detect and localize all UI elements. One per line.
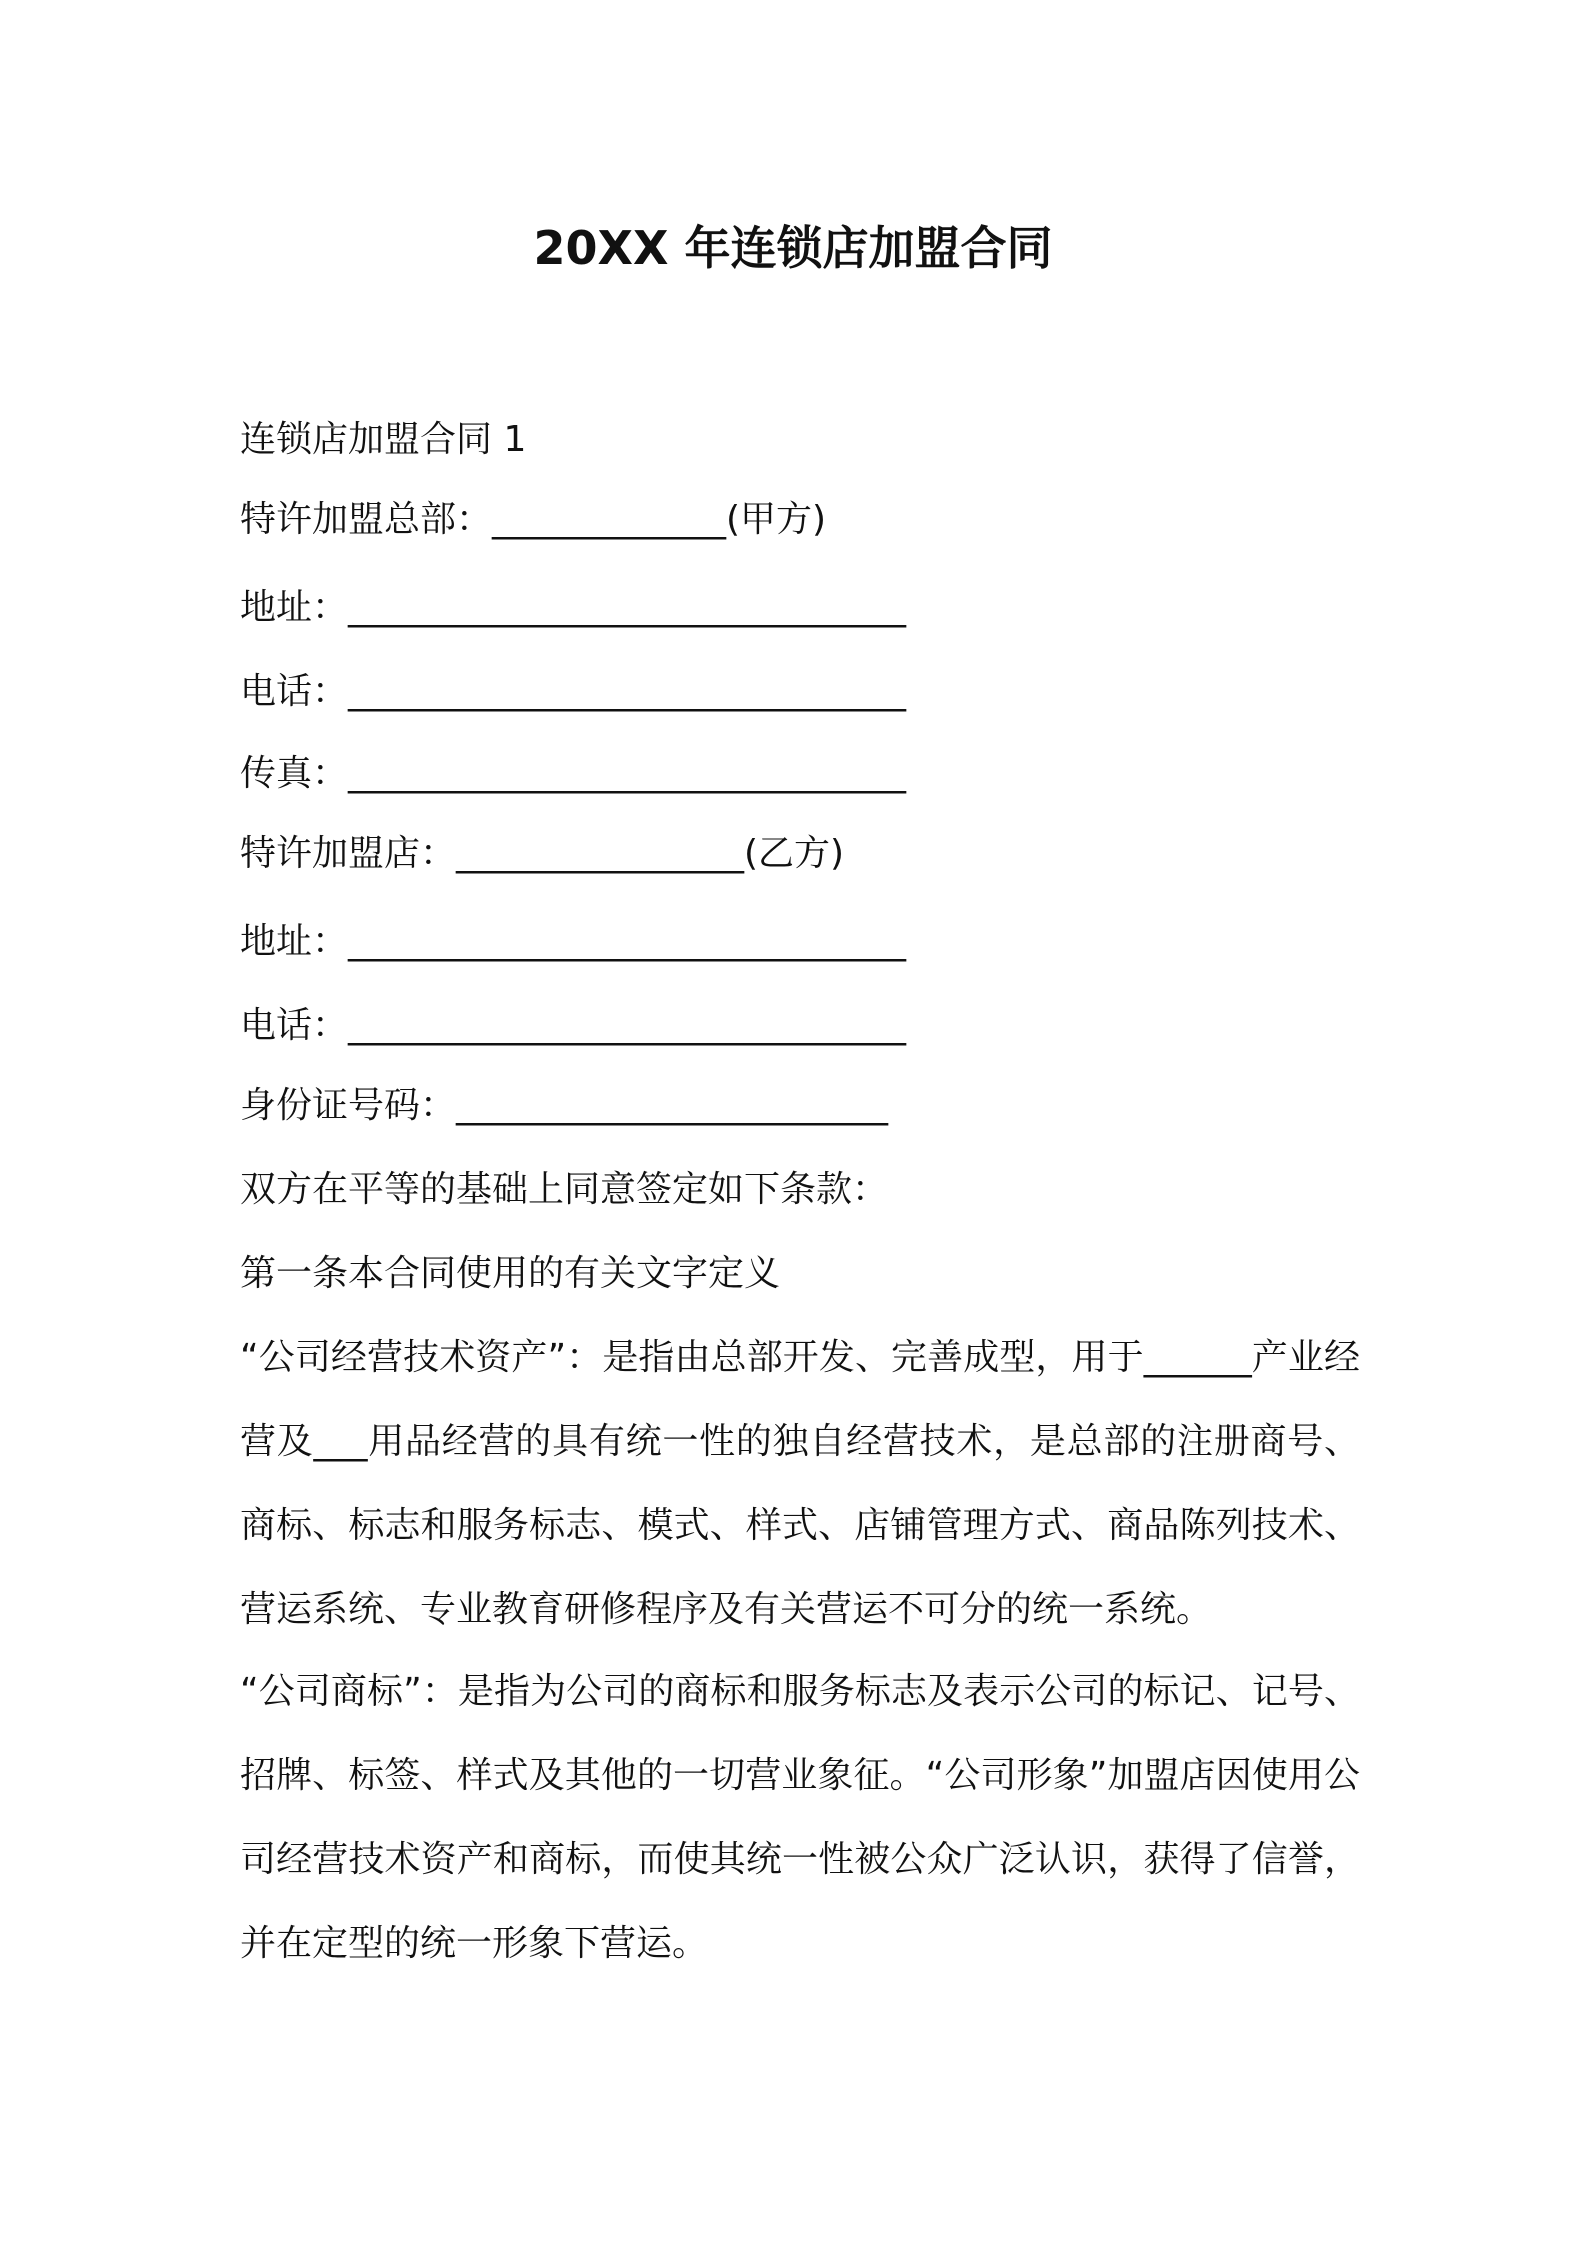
franchisor-phone-field: 电话：_______________________________ [240, 671, 907, 712]
franchisor-fax-field: 传真：_______________________________ [240, 753, 907, 794]
franchisee-address-field: 地址：_______________________________ [240, 921, 907, 962]
franchisee-id-number-field: 身份证号码：________________________ [240, 1085, 889, 1126]
franchisee-phone-field: 电话：_______________________________ [240, 1005, 907, 1046]
franchisor-address-field: 地址：_______________________________ [240, 587, 907, 628]
definition-paragraph-technical-assets: “公司经营技术资产”：是指由总部开发、完善成型，用于______产业经营及___用品经营的具有统一性的独自经营技术，是总部的注册商号、商标、标志和服务标志、模式、样式、店铺管理方式、商品陈列技术、营运系统、专业教育研修程序及有关营运不可分的统一系统。 [240, 1337, 1360, 1630]
agreement-intro: 双方在平等的基础上同意签定如下条款： [240, 1169, 889, 1210]
definition-paragraph-trademark: “公司商标”：是指为公司的商标和服务标志及表示公司的标记、记号、招牌、标签、样式及其他的一切营业象征。“公司形象”加盟店因使用公司经营技术资产和商标，而使其统一性被公众广泛认识，获得了信誉，并在定型的统一形象下营运。 [240, 1671, 1360, 1964]
franchisee-field: 特许加盟店：________________(乙方) [240, 833, 845, 874]
franchisor-field: 特许加盟总部：_____________(甲方) [240, 499, 827, 540]
section-heading: 连锁店加盟合同 1 [240, 419, 527, 460]
article-one-heading: 第一条本合同使用的有关文字定义 [240, 1253, 781, 1294]
document-title: 20XX 年连锁店加盟合同 [533, 221, 1053, 275]
